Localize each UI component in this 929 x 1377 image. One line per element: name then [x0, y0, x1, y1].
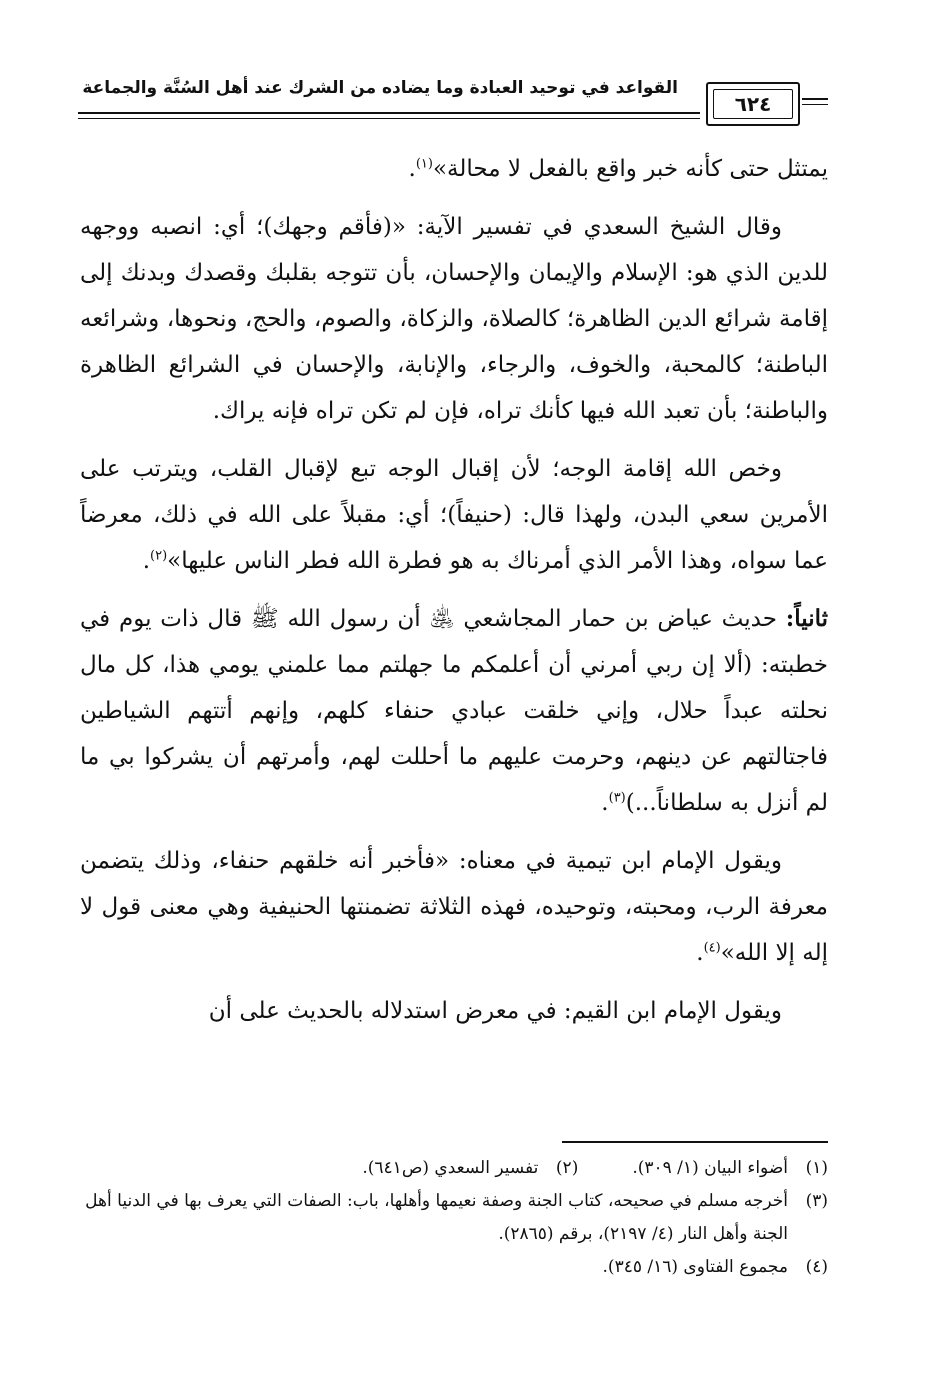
footnote-ref: (٣) — [608, 790, 626, 806]
paragraph — [80, 988, 828, 1034]
footnote-number: (١) — [805, 1158, 828, 1178]
paragraph-text: ويقول الإمام ابن القيم: في معرض استدلاله بالحديث على أن — [208, 998, 782, 1024]
footnote-separator — [562, 1141, 828, 1143]
footnote-ref: (٢) — [150, 548, 168, 564]
header-rule — [802, 98, 828, 100]
body-text — [80, 146, 828, 1046]
footnote-row — [80, 1152, 828, 1185]
footnote — [632, 1152, 828, 1185]
paragraph-text: حديث عياض بن حمار المجاشعي ﵁ أن رسول الله ﷺ قال ذات يوم في خطبته: (ألا إن ربي أمرني أن أعلمكم ما جهلتم مما علمني يومي هذا، كل مال نحلته عبداً حلال، وإني خلقت عبادي حنفاء كلهم، وإنهم أتتهم الشياطين فاجتالتهم عن دينهم، وحرمت عليهم ما أحللت لهم، وأمرتهم أن يشركوا بي ما لم أنزل به سلطاناً...) — [80, 606, 828, 816]
footnote-text: مجموع الفتاوى (١٦/ ٣٤٥). — [602, 1257, 788, 1277]
footnote — [80, 1185, 828, 1251]
paragraph-text: ويقول الإمام ابن تيمية في معناه: «فأخبر أنه خلقهم حنفاء، وذلك يتضمن معرفة الرب، ومحبته، وتوحيده، فهذه الثلاثة تضمنتها الحنيفية وهي معنى قول لا إله إلا الله» — [80, 848, 828, 966]
footnote — [362, 1152, 578, 1185]
paragraph-lead: ثانياً: — [785, 605, 828, 632]
paragraph-tail: . — [408, 156, 416, 182]
page-number-frame — [706, 82, 800, 126]
header-title: القواعد في توحيد العبادة وما يضاده من الشرك عند أهل السُنَّة والجماعة — [82, 78, 678, 98]
footnote-number: (٣) — [805, 1191, 828, 1211]
paragraph — [80, 146, 828, 192]
paragraph-tail: . — [142, 548, 150, 574]
paragraph — [80, 204, 828, 434]
footnote-number: (٢) — [555, 1158, 579, 1178]
footnote-text: تفسير السعدي (ص٦٤١). — [362, 1158, 539, 1178]
header-rule — [802, 104, 828, 105]
header-rule — [78, 118, 700, 119]
footnote — [80, 1251, 828, 1284]
footnote-text: أخرجه مسلم في صحيحه، كتاب الجنة وصفة نعيمها وأهلها، باب: الصفات التي يعرف بها في الدنيا أهل الجنة وأهل النار (٤/ ٢١٩٧)، برقم (٢٨٦٥). — [85, 1191, 788, 1244]
paragraph-text: وقال الشيخ السعدي في تفسير الآية: «(فأقم وجهك)؛ أي: انصبه ووجهه للدين الذي هو: الإسلام والإيمان والإحسان، بأن تتوجه بقلبك وقصدك وبدنك إلى إقامة شرائع الدين الظاهرة؛ كالصلاة، والزكاة، والصوم، والحج، ونحوها، وشرائعه الباطنة؛ كالمحبة، والخوف، والرجاء، والإنابة، والإحسان في الشرائع الظاهرة والباطنة؛ بأن تعبد الله فيها كأنك تراه، فإن لم تكن تراه فإنه يراك. — [80, 214, 828, 424]
page-number: ٦٢٤ — [734, 92, 772, 116]
paragraph-text: يمتثل حتى كأنه خبر واقع بالفعل لا محالة» — [432, 156, 828, 182]
footnote-ref: (١) — [415, 156, 433, 172]
paragraph-tail: . — [696, 940, 704, 966]
footnote-text: أضواء البيان (١/ ٣٠٩). — [632, 1158, 788, 1178]
paragraph-tail: . — [601, 790, 609, 816]
paragraph — [80, 596, 828, 826]
footnotes — [80, 1152, 828, 1284]
paragraph — [80, 446, 828, 584]
footnote-ref: (٤) — [703, 940, 721, 956]
paragraph — [80, 838, 828, 976]
header-rule — [78, 112, 700, 114]
running-header — [78, 76, 828, 128]
paragraph-text: وخص الله إقامة الوجه؛ لأن إقبال الوجه تبع لإقبال القلب، ويترتب على الأمرين سعي البدن، ولهذا قال: (حنيفاً)؛ أي: مقبلاً على الله في ذلك، معرضاً عما سواه، وهذا الأمر الذي أمرناك به هو فطرة الله فطر الناس عليها» — [80, 456, 828, 574]
footnote-number: (٤) — [805, 1257, 828, 1277]
